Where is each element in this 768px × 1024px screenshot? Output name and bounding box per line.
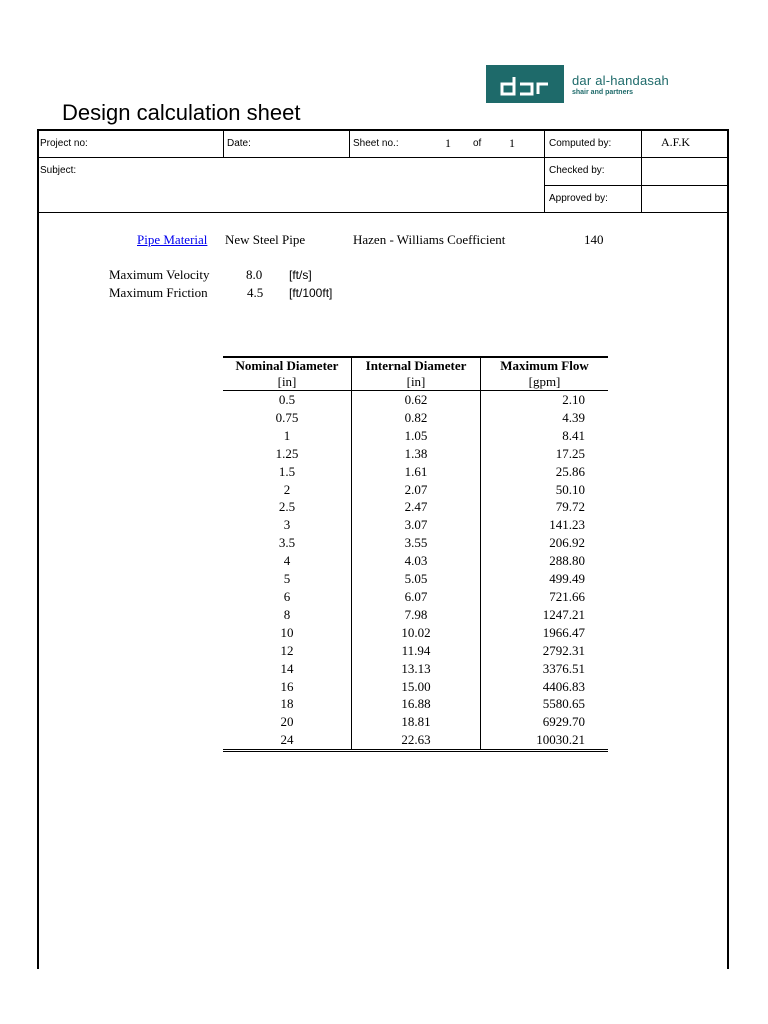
internal-diameter-cell: 18.81 xyxy=(352,713,481,731)
internal-diameter-cell: 0.62 xyxy=(352,391,481,409)
maximum-flow-cell: 1966.47 xyxy=(542,624,585,640)
internal-diameter-cell: 3.55 xyxy=(352,534,481,552)
header-divider xyxy=(37,212,728,213)
table-row xyxy=(223,713,608,731)
max-friction-value: 4.5 xyxy=(247,285,264,300)
internal-diameter-cell: 6.07 xyxy=(352,588,481,606)
internal-diameter-cell: 5.05 xyxy=(352,570,481,588)
sheet-total-value: 1 xyxy=(509,136,515,150)
max-friction-unit: [ft/100ft] xyxy=(289,286,333,300)
logo-subtitle: shair and partners xyxy=(572,89,634,96)
col-unit-flow: [gpm] xyxy=(481,374,609,391)
nominal-diameter-cell: 4 xyxy=(223,552,352,570)
maximum-flow-cell: 288.80 xyxy=(549,553,585,569)
internal-diameter-cell: 2.07 xyxy=(352,481,481,499)
table-row xyxy=(223,516,608,534)
internal-diameter-cell: 0.82 xyxy=(352,409,481,427)
maximum-flow-cell: 721.66 xyxy=(549,588,585,604)
table-row xyxy=(223,588,608,606)
nominal-diameter-cell: 3.5 xyxy=(223,534,352,552)
maximum-flow-cell: 10030.21 xyxy=(481,731,609,750)
project-no-label: Project no: xyxy=(40,138,88,149)
maximum-flow-cell: 79.72 xyxy=(555,499,585,515)
internal-diameter-cell: 2.47 xyxy=(352,498,481,516)
nominal-diameter-cell: 0.5 xyxy=(223,391,352,409)
maximum-flow-cell: 206.92 xyxy=(549,535,585,551)
maximum-flow-cell: 6929.70 xyxy=(542,714,585,730)
internal-diameter-cell: 1.38 xyxy=(352,445,481,463)
internal-diameter-cell: 13.13 xyxy=(352,660,481,678)
table-row xyxy=(223,678,608,696)
nominal-diameter-cell: 14 xyxy=(223,660,352,678)
table-row xyxy=(223,695,608,713)
col-header-flow: Maximum Flow xyxy=(481,357,609,374)
nominal-diameter-cell: 2 xyxy=(223,481,352,499)
pipe-material-value: New Steel Pipe xyxy=(225,232,306,247)
nominal-diameter-cell: 8 xyxy=(223,606,352,624)
max-velocity-unit: [ft/s] xyxy=(289,268,312,282)
sheet-no-label: Sheet no.: xyxy=(353,138,399,149)
nominal-diameter-cell: 12 xyxy=(223,642,352,660)
nominal-diameter-cell: 5 xyxy=(223,570,352,588)
pipe-flow-table xyxy=(223,356,608,752)
maximum-flow-cell: 5580.65 xyxy=(542,696,585,712)
header-divider xyxy=(641,130,642,212)
header-divider xyxy=(544,130,545,212)
maximum-flow-cell: 4406.83 xyxy=(542,678,585,694)
maximum-flow-cell: 499.49 xyxy=(549,571,585,587)
table-row xyxy=(223,409,608,427)
internal-diameter-cell: 1.61 xyxy=(352,463,481,481)
maximum-flow-cell: 2.10 xyxy=(562,392,585,407)
col-header-internal: Internal Diameter xyxy=(352,357,481,374)
maximum-flow-cell: 3376.51 xyxy=(542,660,585,676)
internal-diameter-cell: 16.88 xyxy=(352,695,481,713)
internal-diameter-cell: 11.94 xyxy=(352,642,481,660)
nominal-diameter-cell: 6 xyxy=(223,588,352,606)
table-row xyxy=(223,570,608,588)
nominal-diameter-cell: 1 xyxy=(223,427,352,445)
page-title: Design calculation sheet xyxy=(62,100,301,125)
nominal-diameter-cell: 10 xyxy=(223,624,352,642)
table-row xyxy=(223,463,608,481)
dar-logo-icon xyxy=(486,65,564,103)
max-velocity-value: 8.0 xyxy=(246,267,263,282)
header-divider xyxy=(37,157,728,158)
table-row xyxy=(223,498,608,516)
date-label: Date: xyxy=(227,138,251,149)
internal-diameter-cell: 10.02 xyxy=(352,624,481,642)
table-row xyxy=(223,552,608,570)
logo-name: dar al-handasah xyxy=(572,73,669,88)
max-friction-label: Maximum Friction xyxy=(109,285,208,300)
internal-diameter-cell: 4.03 xyxy=(352,552,481,570)
header-divider xyxy=(544,185,728,186)
sheet-no-value: 1 xyxy=(445,136,451,150)
approved-by-label: Approved by: xyxy=(549,193,608,204)
computed-by-value: A.F.K xyxy=(661,135,691,149)
nominal-diameter-cell: 3 xyxy=(223,516,352,534)
internal-diameter-cell: 1.05 xyxy=(352,427,481,445)
nominal-diameter-cell: 1.25 xyxy=(223,445,352,463)
maximum-flow-cell: 17.25 xyxy=(555,445,585,461)
of-label: of xyxy=(473,138,482,149)
nominal-diameter-cell: 24 xyxy=(223,731,352,750)
nominal-diameter-cell: 1.5 xyxy=(223,463,352,481)
col-header-nominal: Nominal Diameter xyxy=(223,357,352,374)
nominal-diameter-cell: 16 xyxy=(223,678,352,696)
frame-right-border xyxy=(727,129,729,969)
table-body xyxy=(223,391,608,751)
maximum-flow-cell: 25.86 xyxy=(555,463,585,479)
table-row xyxy=(223,391,608,409)
header-divider xyxy=(349,130,350,157)
nominal-diameter-cell: 20 xyxy=(223,713,352,731)
hazen-williams-value: 140 xyxy=(584,232,604,247)
maximum-flow-cell: 8.41 xyxy=(562,427,585,443)
col-unit-nominal: [in] xyxy=(223,374,352,391)
table-row xyxy=(223,427,608,445)
computed-by-label: Computed by: xyxy=(549,138,612,149)
internal-diameter-cell: 7.98 xyxy=(352,606,481,624)
nominal-diameter-cell: 18 xyxy=(223,695,352,713)
header-divider xyxy=(223,130,224,157)
table-row xyxy=(223,481,608,499)
internal-diameter-cell: 3.07 xyxy=(352,516,481,534)
pipe-material-link[interactable]: Pipe Material xyxy=(137,232,208,247)
table-row xyxy=(223,660,608,678)
table-row xyxy=(223,445,608,463)
table-row xyxy=(223,606,608,624)
nominal-diameter-cell: 2.5 xyxy=(223,498,352,516)
col-unit-internal: [in] xyxy=(352,374,481,391)
table-row xyxy=(223,624,608,642)
maximum-flow-cell: 141.23 xyxy=(549,517,585,533)
checked-by-label: Checked by: xyxy=(549,165,605,176)
logo-text xyxy=(572,74,669,97)
nominal-diameter-cell: 0.75 xyxy=(223,409,352,427)
internal-diameter-cell: 22.63 xyxy=(352,731,481,750)
maximum-flow-cell: 1247.21 xyxy=(542,606,585,622)
table-row xyxy=(223,731,608,750)
frame-left-border xyxy=(37,129,39,969)
maximum-flow-cell: 50.10 xyxy=(555,481,585,497)
maximum-flow-cell: 2792.31 xyxy=(542,642,585,658)
internal-diameter-cell: 15.00 xyxy=(352,678,481,696)
max-velocity-label: Maximum Velocity xyxy=(109,267,210,282)
hazen-williams-label: Hazen - Williams Coefficient xyxy=(353,232,506,247)
table-row xyxy=(223,642,608,660)
maximum-flow-cell: 4.39 xyxy=(562,409,585,425)
subject-label: Subject: xyxy=(40,165,77,176)
table-row xyxy=(223,534,608,552)
frame-top-border xyxy=(37,129,728,131)
